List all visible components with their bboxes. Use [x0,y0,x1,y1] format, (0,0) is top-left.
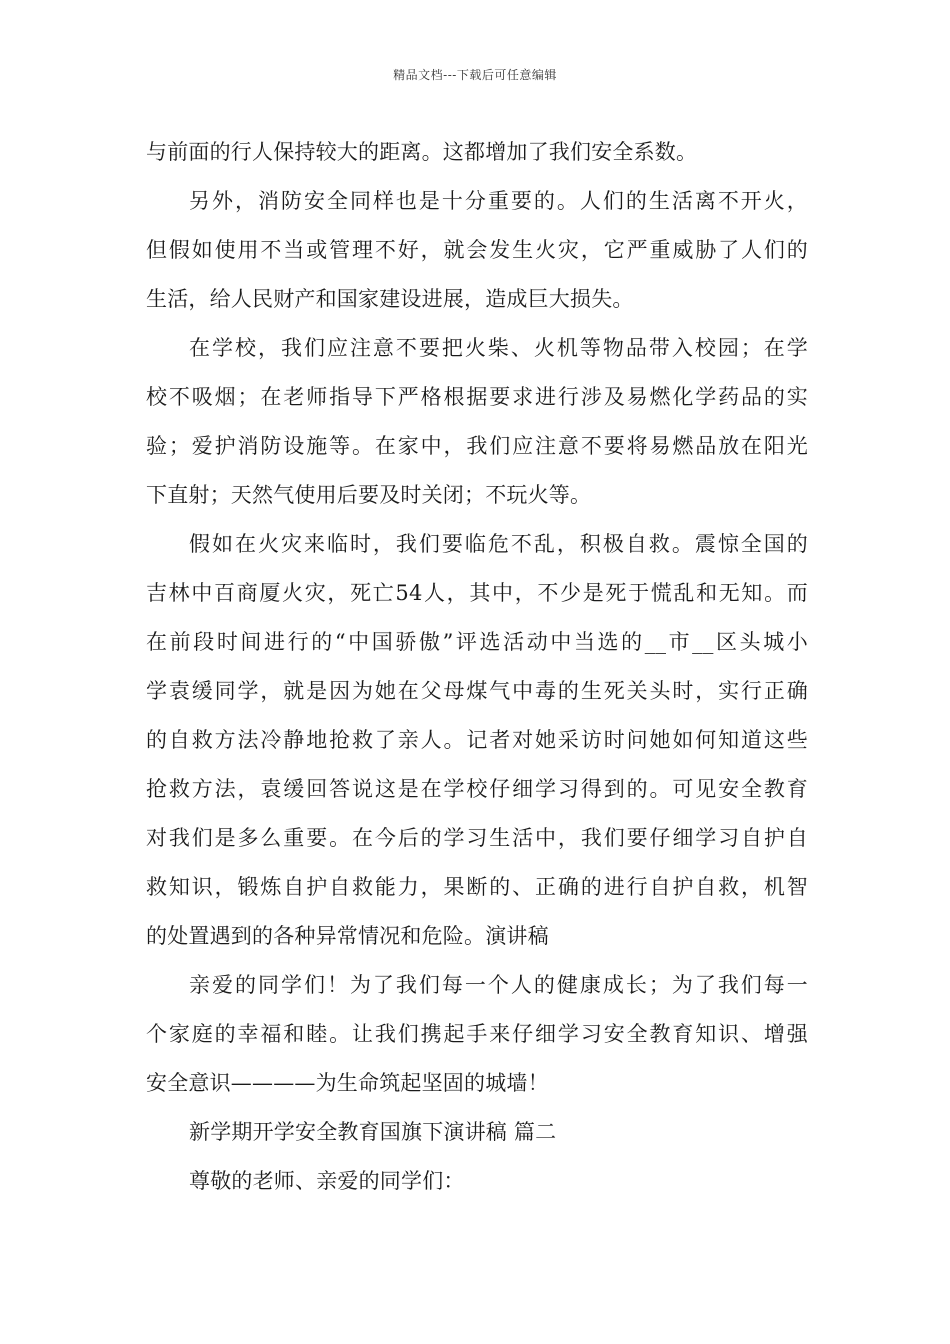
paragraph [146,961,808,1108]
text-line: 救知识，锻炼自护自救能力，果断的、正确的进行自护自救，机智 [146,875,808,899]
paragraph [146,324,808,520]
text-line: 尊敬的老师、亲爱的同学们： [189,1169,465,1193]
text-line: 的处置遇到的各种异常情况和危险。演讲稿 [146,924,549,948]
text-line: 安全意识————为生命筑起坚固的城墙！ [146,1071,549,1095]
document-body [146,128,808,1206]
text-line: 对我们是多么重要。在今后的学习生活中，我们要仔细学习自护自 [146,826,808,850]
paragraph [146,128,808,177]
text-line: 生活，给人民财产和国家建设进展，造成巨大损失。 [146,287,634,311]
text-line: 假如在火灾来临时，我们要临危不乱，积极自救。震惊全国的 [189,532,808,556]
text-line: 抢救方法，袁缓回答说这是在学校仔细学习得到的。可见安全教育 [146,777,808,801]
text-line: 在学校，我们应注意不要把火柴、火机等物品带入校园；在学 [189,336,808,360]
paragraph [146,520,808,961]
text-line: 个家庭的幸福和睦。让我们携起手来仔细学习安全教育知识、增强 [146,1022,808,1046]
text-line: 另外，消防安全同样也是十分重要的。人们的生活离不开火， [189,189,808,213]
paragraph [146,177,808,324]
text-line: 但假如使用不当或管理不好，就会发生火灾，它严重威胁了人们的 [146,238,808,262]
text-line: 验；爱护消防设施等。在家中，我们应注意不要将易燃品放在阳光 [146,434,808,458]
text-line: 校不吸烟；在老师指导下严格根据要求进行涉及易燃化学药品的实 [146,385,808,409]
section-heading [146,1108,808,1157]
text-line: 下直射；天然气使用后要及时关闭；不玩火等。 [146,483,592,507]
salutation [146,1157,808,1206]
text-line: 在前段时间进行的“中国骄傲”评选活动中当选的__市__区头城小 [146,630,808,654]
text-line: 亲爱的同学们！为了我们每一个人的健康成长；为了我们每一 [189,973,808,997]
text-line: 与前面的行人保持较大的距离。这都增加了我们安全系数。 [146,140,698,164]
page-header: 精品文档---下载后可任意编辑 [393,68,557,82]
text-line: 新学期开学安全教育国旗下演讲稿 篇二 [189,1120,557,1144]
text-line: 吉林中百商厦火灾，死亡54人，其中，不少是死于慌乱和无知。而 [146,581,808,605]
text-line: 学袁缓同学，就是因为她在父母煤气中毒的生死关头时，实行正确 [146,679,808,703]
text-line: 的自救方法冷静地抢救了亲人。记者对她采访时问她如何知道这些 [146,728,808,752]
